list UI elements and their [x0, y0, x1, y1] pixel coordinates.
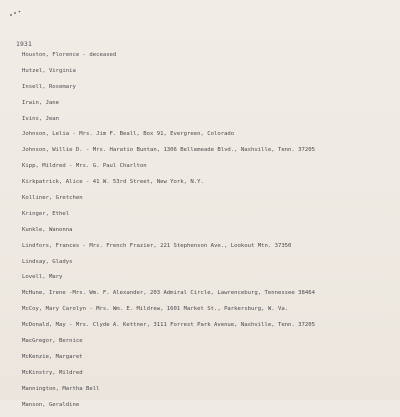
list-item: McKenzie, Margaret — [22, 353, 83, 360]
list-item: Johnson, Willie D. - Mrs. Haratio Buntan, 1306 Bellemeade Blvd., Nashville, Tenn. 37205 — [22, 147, 315, 154]
list-item: McKinstry, Mildred — [22, 369, 83, 376]
punch-mark-icon — [9, 10, 21, 18]
list-item: Manson, Geraldine — [22, 401, 80, 408]
list-item: Ivins, Jean — [22, 115, 60, 122]
list-item: Kipp, Mildred - Mrs. G. Paul Charlton — [22, 163, 147, 170]
list-item: McDonald, May - Mrs. Clyde A. Kettner, 3111 Forrest Park Avenue, Nashville, Tenn. 37205 — [22, 322, 315, 329]
list-item: McCoy, Mary Carolyn - Mrs. Wm. E. Mildrew, 1601 Market St., Parkersburg, W. Va. — [22, 306, 289, 313]
list-item: Houston, Florence - deceased — [22, 52, 117, 58]
list-item: Lindfors, Frances - Mrs. French Frazier, 221 Stephenson Ave., Lookout Mtn. 37350 — [22, 242, 292, 249]
list-item: Irwin, Jane — [22, 99, 60, 106]
list-item: Insell, Rosemary — [22, 83, 76, 90]
list-item: Lovell, Mary — [22, 274, 63, 281]
list-item: Hutzel, Virginia — [22, 67, 76, 74]
list-item: Lindsay, Gladys — [22, 258, 73, 265]
list-item: Kunkle, Wanonna — [22, 226, 73, 233]
list-item: Mannington, Martha Bell — [22, 385, 100, 392]
list-item: Kirkpatrick, Alice - 41 W. 53rd Street, New York, N.Y. — [22, 179, 204, 186]
list-item: MacGregor, Bernice — [22, 338, 83, 345]
list-item: Kolliner, Gretchen — [22, 195, 83, 202]
year-heading: 1931 — [16, 41, 32, 48]
alumni-list — [22, 52, 398, 417]
list-item: Johnson, Lelia - Mrs. Jim F. Beall, Box 91, Evergreen, Colorado — [22, 131, 235, 138]
list-item: McHune, Irene -Mrs. Wm. F. Alexander, 203 Admiral Circle, Lawrenceburg, Tennessee 38464 — [22, 290, 315, 297]
list-item: Kringer, Ethel — [22, 210, 70, 217]
